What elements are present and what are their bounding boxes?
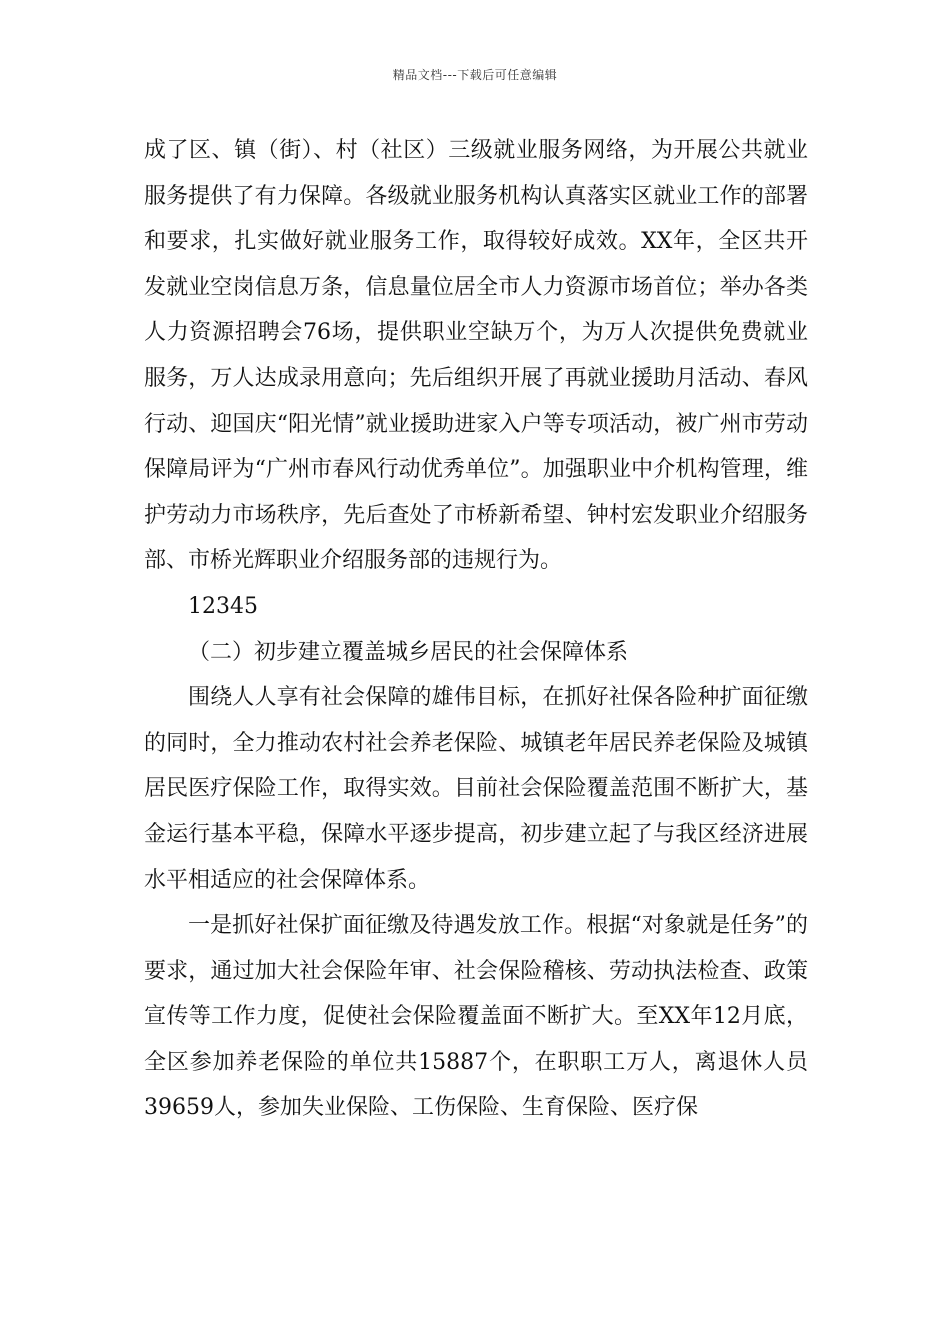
paragraph-employment-services: 成了区、镇（街）、村（社区）三级就业服务网络，为开展公共就业服务提供了有力保障。各级就业服务机构认真落实区就业工作的部署和要求，扎实做好就业服务工作，取得较好成效。XX年，全区共开发就业空岗信息万条，信息量位居全市人力资源市场首位；举办各类人力资源招聘会76场，提供职业空缺万个，为万人次提供免费就业服务，万人达成录用意向；先后组织开展了再就业援助月活动、春风行动、迎国庆“阳光情”就业援助进家入户等专项活动，被广州市劳动保障局评为“广州市春风行动优秀单位”。加强职业中介机构管理，维护劳动力市场秩序，先后查处了市桥新希望、钟村宏发职业介绍服务部、市桥光辉职业介绍服务部的违规行为。 [144,138,808,574]
paragraph-insurance-coverage: 一是抓好社保扩面征缴及待遇发放工作。根据“对象就是任务”的要求，通过加大社会保险年审、社会保险稽核、劳动执法检查、政策宣传等工作力度，促使社会保险覆盖面不断扩大。至XX年12月底，全区参加养老保险的单位共15887个，在职职工万人，离退休人员39659人，参加失业保险、工伤保险、生育保险、医疗保 [144,913,808,1121]
document-body [144,128,808,1131]
paragraph-number: 12345 [188,593,258,619]
section-heading: （二）初步建立覆盖城乡居民的社会保障体系 [188,639,629,665]
page-header: 精品文档---下载后可任意编辑 [392,68,558,82]
paragraph-social-security-system: 围绕人人享有社会保障的雄伟目标，在抓好社保各险种扩面征缴的同时，全力推动农村社会养老保险、城镇老年居民养老保险及城镇居民医疗保险工作，取得实效。目前社会保险覆盖范围不断扩大，基金运行基本平稳，保障水平逐步提高，初步建立起了与我区经济进展水平相适应的社会保障体系。 [144,685,808,893]
